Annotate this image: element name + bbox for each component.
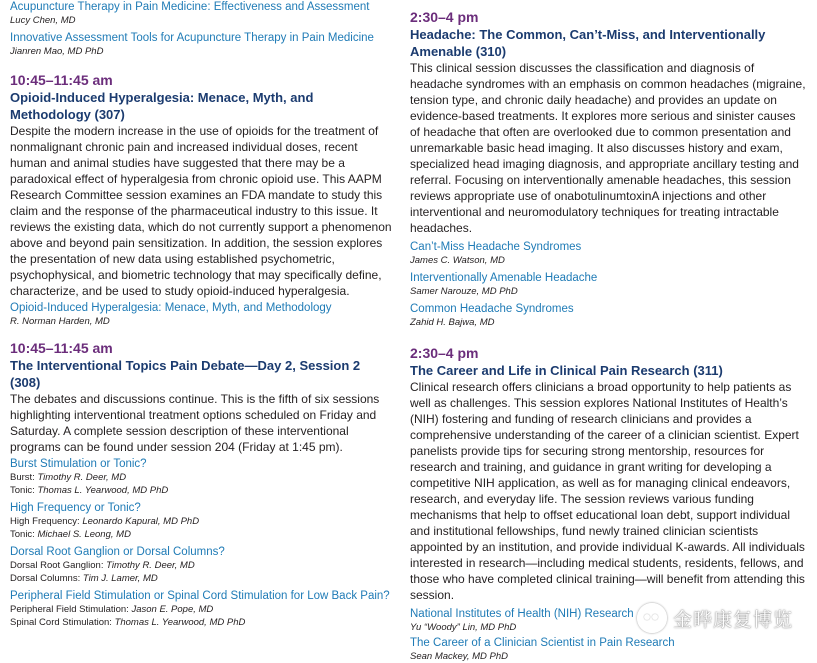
talk-title: National Institutes of Health (NIH) Research xyxy=(410,608,634,620)
debate xyxy=(10,501,393,541)
debate-title: Burst Stimulation or Tonic? xyxy=(10,458,147,470)
talk-speaker: Jianren Mao, MD PhD xyxy=(10,46,104,57)
right-column xyxy=(410,0,808,663)
role-name: Tim J. Lamer, MD xyxy=(82,573,158,584)
talk xyxy=(410,271,808,298)
talk xyxy=(10,301,393,328)
role-label: Spinal Cord Stimulation: xyxy=(10,617,115,628)
talk-speaker: R. Norman Harden, MD xyxy=(10,316,110,327)
debate-title: High Frequency or Tonic? xyxy=(10,502,141,514)
role-name: Thomas L. Yearwood, MD PhD xyxy=(114,617,246,628)
debate-role xyxy=(10,528,393,541)
session-description: The debates and discussions continue. This is the fifth of six sessions highlighting interventional treatment options scheduled on Friday and Saturday. A complete session description of these interventional programs can be found under session 204 (Friday at 1:45 pm). xyxy=(10,392,380,454)
debate xyxy=(10,545,393,585)
debate-role xyxy=(10,559,393,572)
talk-title: Innovative Assessment Tools for Acupuncture Therapy in Pain Medicine xyxy=(10,32,374,44)
left-column xyxy=(10,0,393,629)
talk-title: Can’t-Miss Headache Syndromes xyxy=(410,241,582,253)
talk xyxy=(410,302,808,329)
debate-title: Peripheral Field Stimulation or Spinal Cord Stimulation for Low Back Pain? xyxy=(10,590,390,602)
role-name: Jason E. Pope, MD xyxy=(131,604,214,615)
talk-speaker: Yu “Woody” Lin, MD PhD xyxy=(410,622,517,633)
session-308 xyxy=(10,340,393,629)
watermark-text: 金晔康复博览 xyxy=(672,609,793,631)
session-title: The Career and Life in Clinical Pain Research (311) xyxy=(410,363,723,378)
session-title: Opioid-Induced Hyperalgesia: Menace, Myth, and Methodology (307) xyxy=(10,90,314,122)
talk-title: Opioid-Induced Hyperalgesia: Menace, Myth, and Methodology xyxy=(10,302,332,314)
debate-role xyxy=(10,616,393,629)
talk-title: Common Headache Syndromes xyxy=(410,303,574,315)
talk-speaker: Sean Mackey, MD PhD xyxy=(410,651,509,662)
session-time: 2:30–4 pm xyxy=(410,345,479,361)
talk-speaker: James C. Watson, MD xyxy=(410,255,505,266)
talk-title: Acupuncture Therapy in Pain Medicine: Effectiveness and Assessment xyxy=(10,1,370,13)
session-description: Despite the modern increase in the use of opioids for the treatment of nonmalignant chronic pain and increased individual doses, recent human and animal studies have suggested that there may be a paradoxical effect of hyperalgesia from chronic opioid use. This AAPM Research Committee session examines an FDA mandate to study this claim and the response of the pharmaceutical industry to this issue. It reviews the existing data, which do not currently support a phenomenon above and beyond pain sensitization. In addition, the session explores the presentation of new data using established psychometric, psychophysical, and biometric technology that may specifically define, characterize, and be used to study opioid-induced hyperalgesia. xyxy=(10,124,392,298)
debate-role xyxy=(10,603,393,616)
session-time: 10:45–11:45 am xyxy=(10,340,113,356)
role-name: Leonardo Kapural, MD PhD xyxy=(82,516,200,527)
debate xyxy=(10,457,393,497)
session-time: 2:30–4 pm xyxy=(410,9,479,25)
session-description: Clinical research offers clinicians a broad opportunity to help patients as well as challenges. This session explores National Institutes of Health’s (NIH) fostering and funding of research clinicians and provides a comprehensive understanding of the career of a clinician scientist. Expert panelists provide tips for securing strong mentorship, resources for research and training, and guidance in grant writing for developing a competitive NIH application, as well as for managing clinical endeavors, research, and everyday life. The session reviews various funding mechanisms that help to offset educational loan debt, support individual and institutional fellowships, fund newly trained clinician scientists appointed by an institution, and provide individual K-awards. All individuals interested in research—including medical students, residents, fellows, and those who have completed clinical training—will benefit from attending this session. xyxy=(410,380,805,602)
debate xyxy=(10,589,393,629)
role-label: Tonic: xyxy=(10,529,38,540)
debate-role xyxy=(10,471,393,484)
talk-title: The Career of a Clinician Scientist in Pain Research xyxy=(410,637,675,649)
role-label: Tonic: xyxy=(10,485,38,496)
wechat-icon xyxy=(637,603,667,633)
talk-speaker: Zahid H. Bajwa, MD xyxy=(410,317,495,328)
debate-role xyxy=(10,484,393,497)
role-name: Thomas L. Yearwood, MD PhD xyxy=(37,485,169,496)
debate-role xyxy=(10,515,393,528)
debate-title: Dorsal Root Ganglion or Dorsal Columns? xyxy=(10,546,225,558)
talk-speaker: Samer Narouze, MD PhD xyxy=(410,286,518,297)
role-name: Timothy R. Deer, MD xyxy=(106,560,195,571)
role-label: High Frequency: xyxy=(10,516,83,527)
session-title: Headache: The Common, Can’t-Miss, and Interventionally Amenable (310) xyxy=(410,27,766,59)
session-time: 10:45–11:45 am xyxy=(10,72,113,88)
watermark xyxy=(637,603,793,633)
talk-speaker: Lucy Chen, MD xyxy=(10,15,76,26)
talk xyxy=(410,240,808,267)
role-label: Peripheral Field Stimulation: xyxy=(10,604,132,615)
talk xyxy=(10,0,393,27)
session-description: This clinical session discusses the classification and diagnosis of headache syndromes with an emphasis on common headaches (migraine, tension type, and chronic daily headache) and provides an update on evidence-based treatments. It explores more serious and sinister causes of headache that often are overlooked due to common presentation and unremarkable basic head imaging. It also discusses history and exam, specialized head imaging diagnosis, and appropriate ancillary testing and referral. Focusing on interventionally amenable headaches, this session reviews appropriate use of onabotulinumtoxinA injections and other interventional and neuromodulatory techniques for treating intractable headaches. xyxy=(410,61,806,235)
session-title: The Interventional Topics Pain Debate—Day 2, Session 2 (308) xyxy=(10,358,361,390)
session-310 xyxy=(410,9,808,329)
talk xyxy=(10,31,393,58)
role-name: Timothy R. Deer, MD xyxy=(37,472,127,483)
session-307 xyxy=(10,72,393,328)
debate-role xyxy=(10,572,393,585)
role-label: Dorsal Columns: xyxy=(10,573,83,584)
role-label: Burst: xyxy=(10,472,38,483)
role-name: Michael S. Leong, MD xyxy=(37,529,131,540)
talk-title: Interventionally Amenable Headache xyxy=(410,272,598,284)
role-label: Dorsal Root Ganglion: xyxy=(10,560,107,571)
